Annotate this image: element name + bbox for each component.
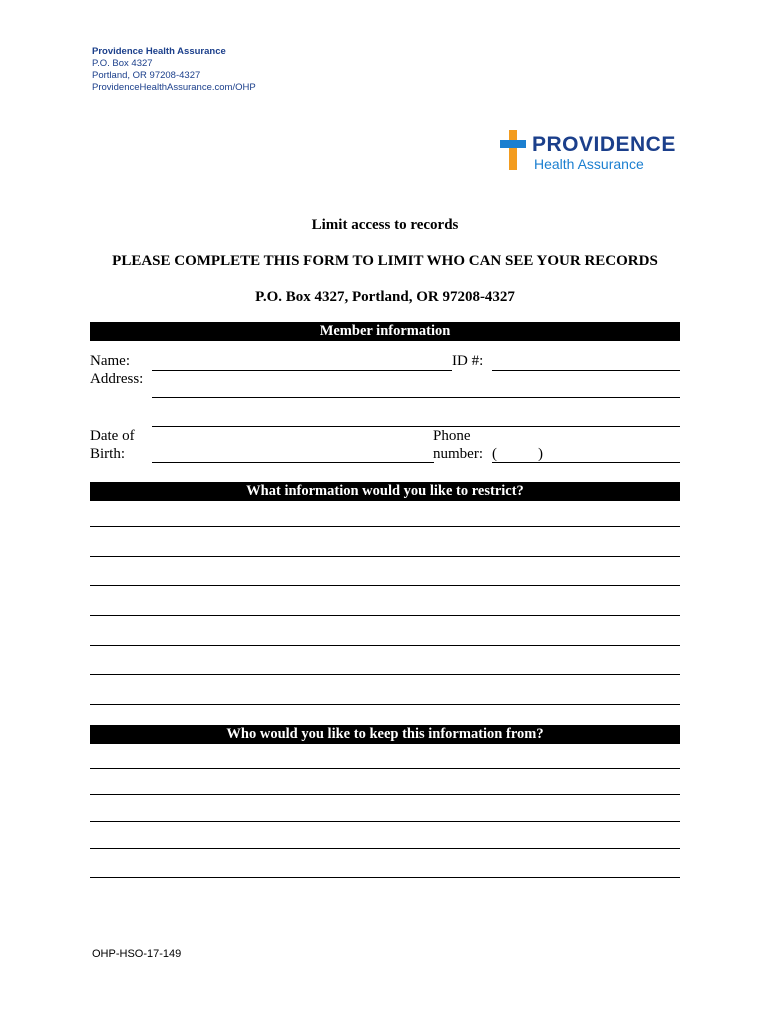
keep-from-field-line4[interactable] — [90, 848, 680, 849]
restrict-field-line4[interactable] — [90, 615, 680, 616]
header-address-block — [92, 46, 256, 94]
dob-field[interactable] — [152, 462, 434, 463]
form-code: OHP-HSO-17-149 — [92, 948, 182, 960]
dob-label-line2: Birth: — [90, 446, 126, 462]
keep-from-heading: Who would you like to keep this information from? — [90, 725, 680, 744]
restrict-field-line3[interactable] — [90, 585, 680, 586]
form-mailing-address: P.O. Box 4327, Portland, OR 97208-4327 — [255, 289, 515, 305]
restrict-field-line1[interactable] — [90, 526, 680, 527]
keep-from-field-line3[interactable] — [90, 821, 680, 822]
phone-label-line1: Phone — [433, 428, 471, 444]
phone-field[interactable] — [492, 462, 680, 463]
restrict-field-line2[interactable] — [90, 556, 680, 557]
keep-from-field-line2[interactable] — [90, 794, 680, 795]
header-website: ProvidenceHealthAssurance.com/OHP — [92, 82, 256, 93]
keep-from-field-line5[interactable] — [90, 877, 680, 878]
address-label: Address: — [90, 371, 144, 387]
name-field[interactable] — [152, 370, 452, 371]
header-address-line2: Portland, OR 97208-4327 — [92, 70, 201, 81]
dob-label-line1: Date of — [90, 428, 135, 444]
keep-from-field-line1[interactable] — [90, 768, 680, 769]
form-title: Limit access to records — [311, 217, 459, 233]
id-field[interactable] — [492, 370, 680, 371]
header-org-name: Providence Health Assurance — [92, 46, 226, 57]
phone-area-open: ( — [492, 446, 497, 462]
restrict-field-line7[interactable] — [90, 704, 680, 705]
logo-brand: PROVIDENCE — [532, 133, 676, 156]
restrict-field-line6[interactable] — [90, 674, 680, 675]
name-label: Name: — [90, 353, 130, 369]
member-info-heading: Member information — [90, 322, 680, 341]
phone-label-line2: number: — [433, 446, 483, 462]
logo-subtitle: Health Assurance — [534, 156, 644, 172]
restrict-field-line5[interactable] — [90, 645, 680, 646]
address-field-line1[interactable] — [152, 397, 680, 398]
header-address-line1: P.O. Box 4327 — [92, 58, 153, 69]
providence-logo — [500, 130, 680, 174]
form-instruction: PLEASE COMPLETE THIS FORM TO LIMIT WHO CAN SEE YOUR RECORDS — [112, 253, 658, 269]
cross-icon — [500, 130, 526, 170]
id-label: ID #: — [452, 353, 484, 369]
address-field-line2[interactable] — [152, 426, 680, 427]
restrict-heading: What information would you like to restrict? — [90, 482, 680, 501]
phone-area-close: ) — [538, 446, 543, 462]
